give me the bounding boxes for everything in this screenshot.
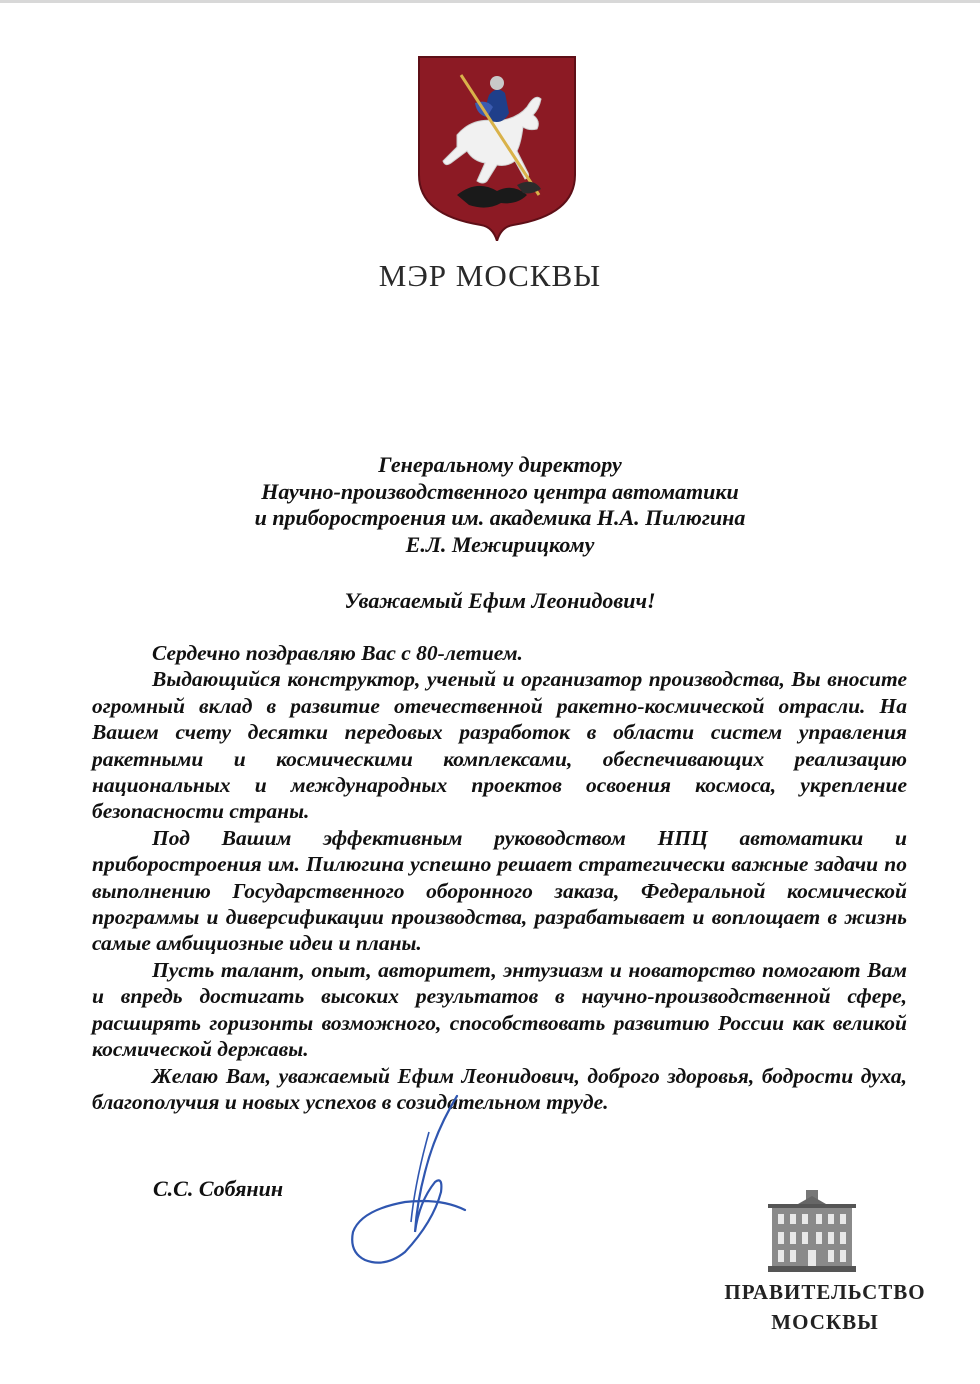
addressee-line: и приборостроения им. академика Н.А. Пилюгина bbox=[254, 505, 746, 530]
body-paragraph: Желаю Вам, уважаемый Ефим Леонидович, доброго здоровья, бодрости духа, благополучия и новых успехов в созидательном труде. bbox=[92, 1063, 907, 1114]
mayor-title: МЭР МОСКВЫ bbox=[378, 258, 602, 293]
scan-edge bbox=[0, 0, 980, 3]
body-paragraph: Сердечно поздравляю Вас с 80-летием. bbox=[152, 641, 523, 665]
government-building-icon bbox=[768, 1190, 856, 1272]
letter-body bbox=[92, 640, 907, 1115]
signer-name: С.С. Собянин bbox=[153, 1176, 284, 1201]
body-paragraph: Под Вашим эффективным руководством НПЦ автоматики и приборостроения им. Пилюгина успешно решает стратегически важные задачи по выполнению Государственного оборонного заказа, Федеральной космической программы и диверсификации производства, разрабатывает и воплощает в жизнь самые амбициозные идеи и планы. bbox=[92, 825, 907, 956]
gov-name-line: МОСКВЫ bbox=[771, 1310, 879, 1334]
body-paragraph: Выдающийся конструктор, ученый и организатор производства, Вы вносите огромный вклад в развитие отечественной ракетно-космической отрасли. На Вашем счету десятки передовых разработок в области систем управления ракетными и космическими комплексами, обеспечивающих реализацию национальных и международных проектов освоения космоса, укрепление безопасности страны. bbox=[92, 667, 907, 824]
addressee-line: Научно-производственного центра автоматики bbox=[261, 478, 739, 504]
moscow-coat-of-arms-icon bbox=[417, 55, 577, 241]
addressee-line: Е.Л. Межирицкому bbox=[405, 531, 595, 557]
handwritten-signature-icon bbox=[345, 1092, 475, 1272]
gov-name-line: ПРАВИТЕЛЬСТВО bbox=[724, 1280, 926, 1304]
body-paragraph: Пусть талант, опыт, авторитет, энтузиазм и новаторство помогают Вам и впредь достигать высоких результатов в научно-производственной сфере, расширять горизонты возможного, способствовать развитию России как великой космической державы. bbox=[92, 957, 907, 1062]
salutation: Уважаемый Ефим Леонидович! bbox=[344, 588, 656, 613]
addressee-line: Генеральному директору bbox=[378, 452, 622, 477]
addressee-block bbox=[0, 452, 980, 558]
government-name bbox=[720, 1277, 930, 1337]
